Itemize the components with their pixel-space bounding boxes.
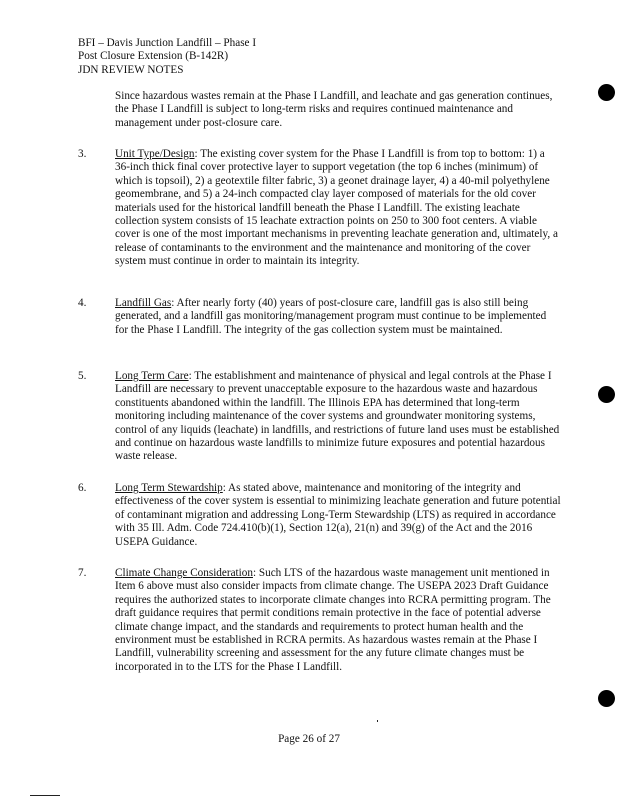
- punch-hole-bottom: [598, 690, 615, 707]
- item-heading: Landfill Gas: [115, 297, 172, 309]
- item-text: : After nearly forty (40) years of post-closure care, landfill gas is also still being generated, and a landfill gas monitoring/management program must continue to be implemented for the Phase I Landfill. The integrity of the gas collection system must be maintained.: [115, 297, 547, 336]
- item-heading: Long Term Care: [115, 370, 189, 382]
- item-heading: Unit Type/Design: [115, 148, 195, 160]
- item-number: 3.: [78, 148, 87, 160]
- item-number: 4.: [78, 297, 87, 309]
- item-heading: Long Term Stewardship: [115, 482, 223, 494]
- header-line-2: Post Closure Extension (B-142R): [78, 50, 229, 63]
- list-item-4: [78, 297, 562, 337]
- scan-artifact: [30, 795, 60, 796]
- list-item-7: [78, 567, 562, 674]
- page-number: Page 26 of 27: [278, 733, 340, 745]
- item-number: 5.: [78, 370, 87, 382]
- item-body: [115, 567, 562, 674]
- punch-hole-middle: [598, 386, 615, 403]
- item-body: [115, 148, 562, 269]
- list-item-5: [78, 370, 562, 464]
- punch-hole-top: [598, 84, 615, 101]
- list-item-6: [78, 482, 562, 549]
- intro-paragraph: Since hazardous wastes remain at the Phase I Landfill, and leachate and gas generation continues, the Phase I Landfill is subject to long-term risks and requires continued maintenance and management under post-closure care.: [115, 90, 553, 129]
- item-number: 7.: [78, 567, 87, 579]
- header-line-1: BFI – Davis Junction Landfill – Phase I: [78, 37, 257, 49]
- document-header: [78, 37, 256, 77]
- item-text: : The existing cover system for the Phase I Landfill is from top to bottom: 1) a 36-inch thick final cover protective layer to support vegetation (the top 6 inches (minimum) of which is topsoil), 2) a geotextile filter fabric, 3) a geonet drainage layer, 4) a 40-mil polyethylene geomembrane, and 5) a 24-inch compacted clay layer composed of materials for the old cover materials used for the historical landfill beneath the Phase I Landfill. The existing leachate collection system consists of 15 leachate extraction points on 250 to 300 foot centers. A viable cover is one of the most important mechanisms in preventing leachate generation and, ultimately, a release of contaminants to the environment and the maintenance and monitoring of the cover system must continue in order to maintain its integrity.: [115, 148, 558, 268]
- item-body: [115, 297, 562, 337]
- item-body: [115, 370, 562, 464]
- item-text: : As stated above, maintenance and monitoring of the integrity and effectiveness of the cover system is essential to minimizing leachate generation and future potential of contaminant migration and addressing Long-Term Stewardship (LTS) as required in accordance with 35 Ill. Adm. Code 724.410(b)(1), Section 12(a), 21(n) and 39(g) of the Act and the 2016 USEPA Guidance.: [115, 482, 561, 548]
- scan-speck: [377, 720, 378, 722]
- item-heading: Climate Change Consideration: [115, 567, 253, 579]
- item-body: [115, 482, 562, 549]
- list-item-3: [78, 148, 562, 269]
- item-text: : Such LTS of the hazardous waste management unit mentioned in Item 6 above must also consider impacts from climate change. The USEPA 2023 Draft Guidance requires the authorized states to incorporate climate changes into RCRA permitting program. The draft guidance requires that permit conditions remain protective in the face of potential adverse climate change impact, and the standards and requirements to protect human health and the environment must be established in RCRA permits. As hazardous wastes remain at the Phase I Landfill, vulnerability screening and assessment for the any future climate changes must be incorporated in to the LTS for the Phase I Landfill.: [115, 567, 551, 673]
- item-text: : The establishment and maintenance of physical and legal controls at the Phase I Landfill are necessary to prevent unacceptable exposure to the hazardous waste and hazardous constituents abandoned within the landfill. The Illinois EPA has determined that long-term monitoring including maintenance of the cover systems and groundwater monitoring systems, control of any liquids (leachate) in landfills, and restrictions of future land uses must be established and continue on hazardous waste landfills to minimize future exposures and potential hazardous waste release.: [115, 370, 560, 463]
- item-number: 6.: [78, 482, 87, 494]
- header-line-3: JDN REVIEW NOTES: [78, 63, 184, 76]
